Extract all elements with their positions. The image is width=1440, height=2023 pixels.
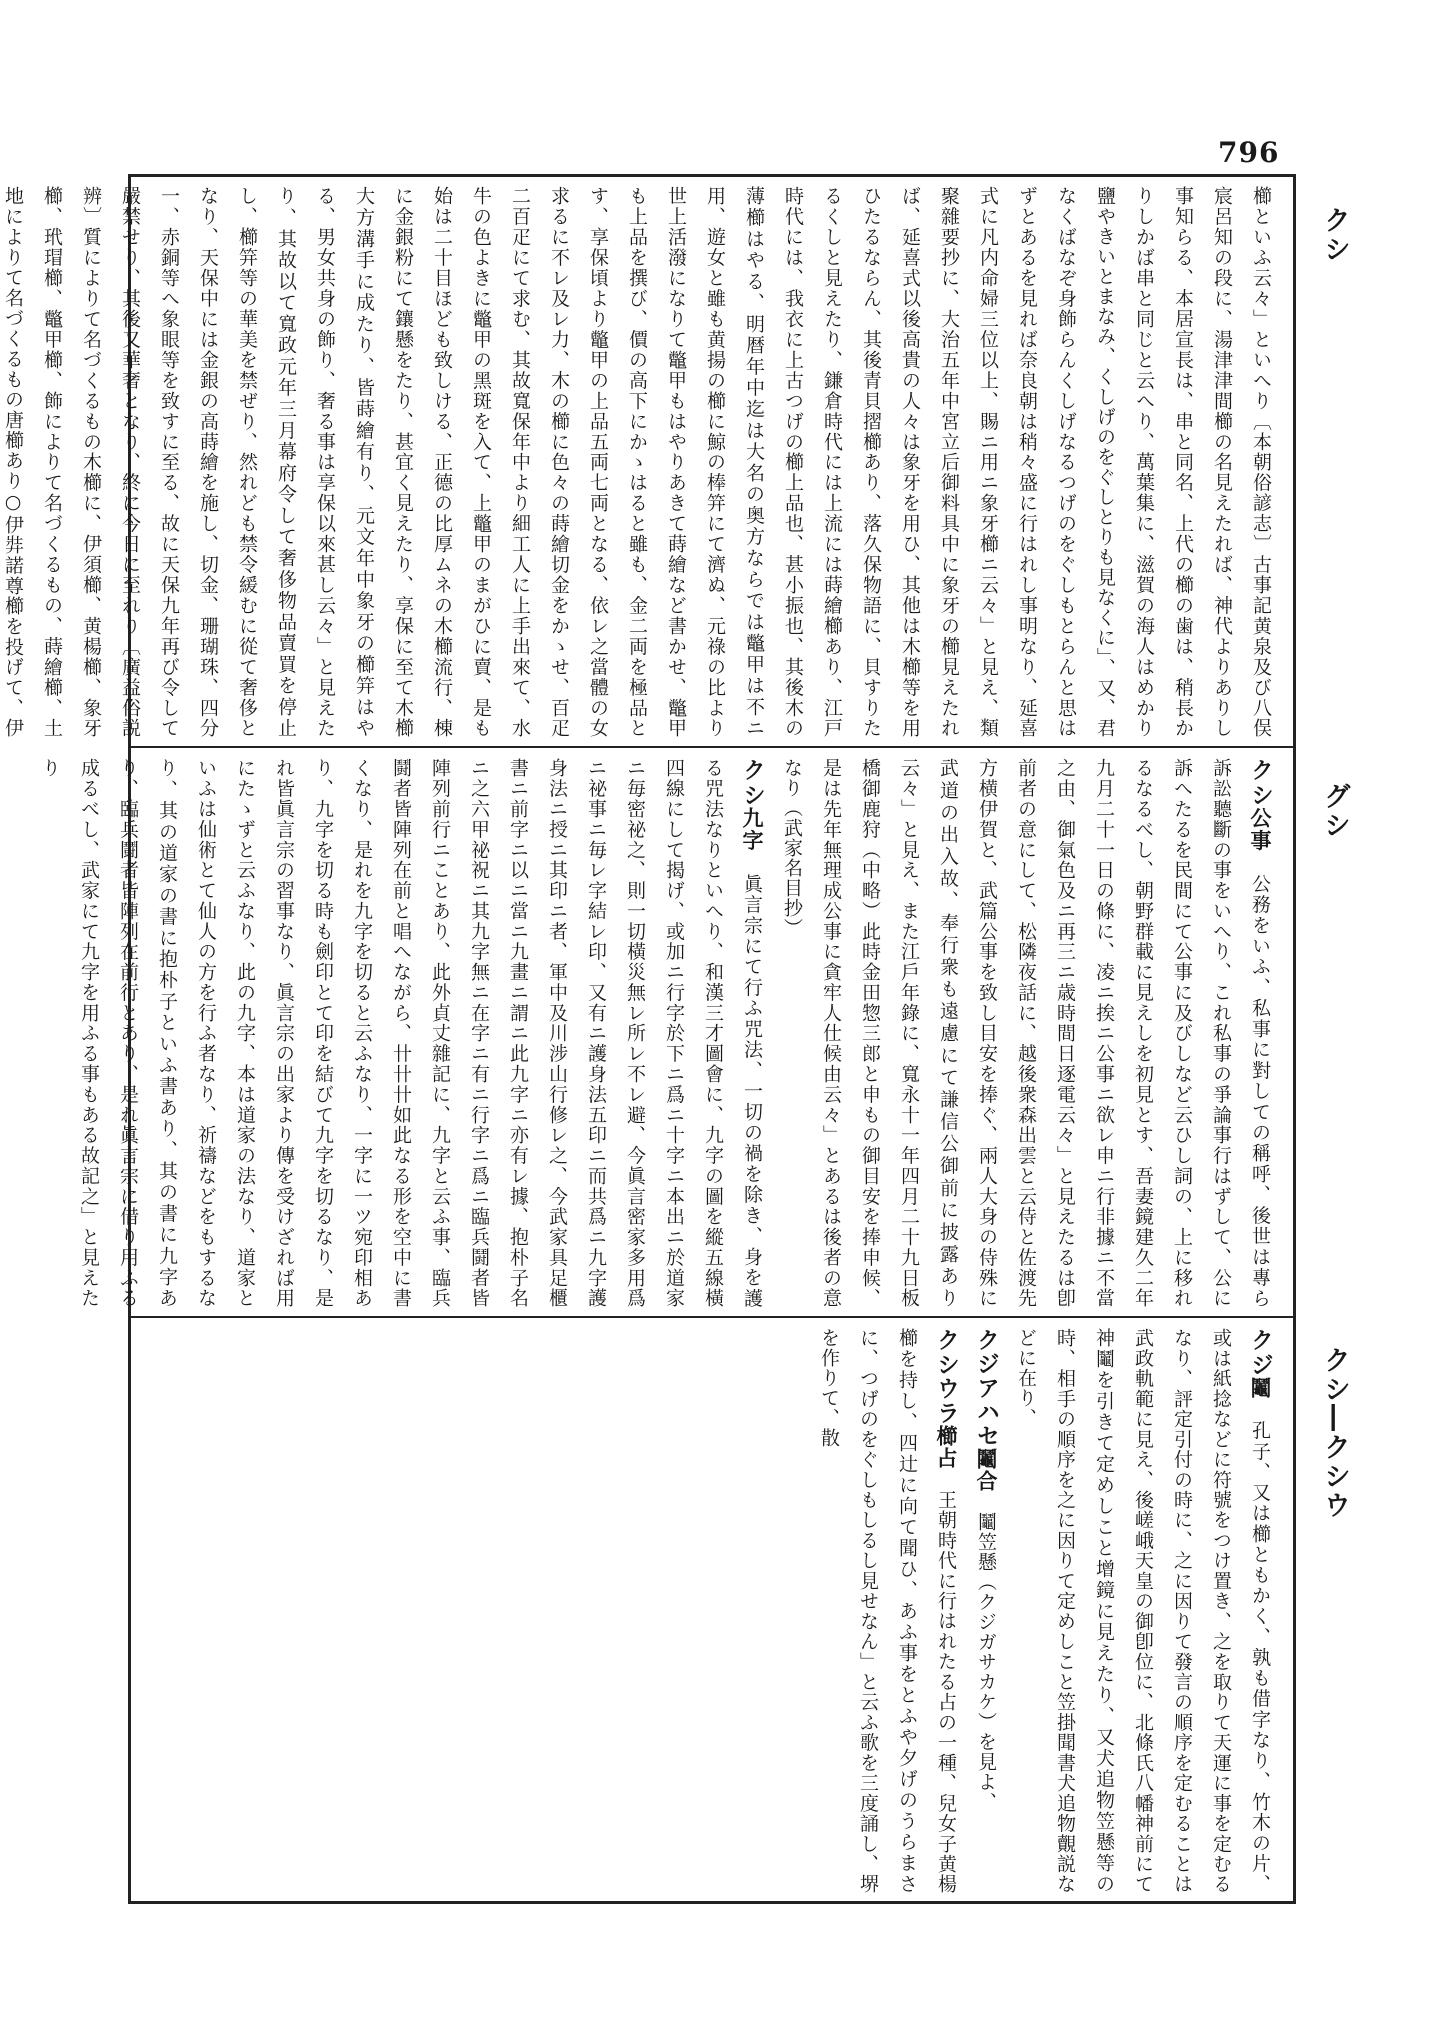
section-comb-history (2, 186, 1280, 739)
entry-kujiawase (966, 1328, 1006, 1894)
section-kuji-lots (140, 1328, 1280, 1894)
entry-kushiura (809, 1328, 966, 1894)
entry-body-comb: 櫛といふ云々」といへり〔本朝俗諺志〕古事記黄泉及び八俣宸呂知の段に、湯津津間櫛の名見えたれば、神代よりありし事知らる、本居宣長は、串と同名、上代の櫛の歯は、稍長かりしかば串と同じと云へり、萬葉集に、滋賀の海人はめかり鹽やきいとまなみ、くしげのをぐしとりも見なくに」、又、君なくばなぞ身飾らんくしげなるつげのをぐしもとらんと思はずとあるを見れば奈良朝は稍々盛に行はれし事明なり、延喜式に凡内命婦三位以上、賜ニ用ニ象牙櫛ニ云々」と見え、類聚雜要抄に、大治五年中宮立后御料具中に象牙の櫛見えたれば、延喜式以後高貴の人々は象牙を用ひ、其他は木櫛等を用ひたるならん、其後青貝摺櫛あり、落久保物語に、貝すりたるくしと見えたり、鎌倉時代には上流には蒔繪櫛あり、江戸時代には、我衣に上古つげの櫛上品也、甚小振也、其後木の薄櫛はやる、明暦年中迄は大名の奥方ならでは鼈甲は不ニ用、遊女と雖も黄揚の櫛に鯨の棒笄にて濟ぬ、元祿の比より世上活潑になりて鼈甲もはやりあきて蒔繪など書かせ、鼈甲も上品を撰び、價の高下にかゝはると雖も、金二両を極品とす、享保頃より鼈甲の上品五両七両となる、依レ之當體の女求るに不レ及レ力、木の櫛に色々の蒔繪切金をかゝせ、百疋二百疋にて求む、其故寬保年中より細工人に上手出來て、水牛の色よきに鼈甲の黑斑を入て、上鼈甲のまがひに賣、是も始は二十目ほども致しける、正德の比厚ムネの木櫛流行、棟に金銀粉にて鑲懸をたり、甚宜く見えたり、享保に至て木櫛大方溝手に成たり、皆蒔繪有り、元文年中象牙の櫛笄はやる、男女共身の飾り、奢る事は享保以來甚し云々」と見えたり、其故以て寬政元年三月幕府令して奢侈物品賣買を停止し、櫛笄等の華美を禁ぜり、然れども禁令緩むに從て奢侈となり、天保中には金銀の高蒔繪を施し、切金、珊瑚珠、四分一、赤銅等へ象眼等を致すに至る、故に天保九年再び令して嚴禁せり、其後又華奢となり、終に今日に至れり〔廣益俗説辨〕質によりて名づくるもの木櫛に、伊須櫛、黄楊櫛、象牙櫛、玳瑁櫛、鼈甲櫛、飾によりて名づくるもの、蒔繪櫛、土地によりて名づくるもの唐櫛あり○伊弉諾尊櫛を投げて、伊 (2, 186, 1272, 739)
entry-title: 公事 (1248, 807, 1273, 853)
section-kuji-entries (39, 758, 1280, 1309)
section-divider (128, 746, 1296, 748)
entry-head: クシウラ (933, 1328, 959, 1425)
entry-body: 鬮笠懸（クジガサカケ）を見よ、 (975, 1512, 997, 1812)
section-divider (128, 1316, 1296, 1318)
entry-body: 王朝時代に行はれたる占の一種、兒女子黄楊櫛を持し、四辻に向て聞ひ、あふ事をとふや夕げのうらまさに、つげのをぐしもしるし見せなん」と云ふ歌を三度誦し、堺を作りて、散 (818, 1328, 957, 1895)
entry-head: クジアハセ (973, 1328, 999, 1448)
entry-title: 九字 (740, 807, 765, 853)
margin-label-kushi-kushiu: クシ―クシウ (1319, 1346, 1350, 1520)
entry-head: クジ (1247, 1328, 1273, 1378)
margin-label-kushi: クシ (1319, 206, 1350, 264)
entry-kuji-nine-characters (30, 758, 772, 1308)
entry-kuji-lot (1006, 1328, 1280, 1894)
page-number: 796 (1218, 136, 1280, 169)
entry-title: 鬮合 (974, 1448, 999, 1492)
entry-kuji-kuji (772, 758, 1280, 1308)
entry-title: 鬮 (1248, 1377, 1273, 1400)
entry-head: クシ (739, 758, 765, 808)
entry-body: 孔子、又は櫛ともかく、孰も借字なり、竹木の片、或は紙捻などに符號をつけ置き、之を取りて天運に事を定むるなり、評定引付の時に、之に因りて發言の順序を定むることは武政軌範に見え、後嵯峨天皇の御卽位に、北條氏八幡神前にて神鬮を引きて定めしこと增鏡に見えたり、又犬追物笠懸等の時、相手の順序を之に因りて定めしこと笠掛聞書犬追物覿説などに在り、 (1015, 1328, 1271, 1895)
margin-label-gushi: グシ (1319, 782, 1350, 840)
entry-body: 公務をいふ、私事に對しての稱呼、後世は專ら訴訟聽斷の事をいへり、これ私事の爭論事行はずして、公に訴へたるを民間にて公事に及びしなど云ひし詞の、上に移れるなるべし、朝野群載に見えしを初見とす、吾妻鏡建久二年九月二十一日の條に、凌ニ挨ニ公事ニ欲レ申ニ行非據ニ不當之由、御氣色及ニ再三ニ歳時間日逐電云々」と見えたるは卽前者の意にして、松隣夜話に、越後衆森出雲と云侍と佐渡先方横伊賀と、武篇公事を致し目安を捧ぐ、兩人大身の侍殊に武道の出入故、奉行衆も遠慮にて謙信公御前に披露あり云々」と見え、また江戶年錄に、寬永十一年四月二十九日板橋御鹿狩（中略）此時金田惣三郎と申もの御目安を捧申候、是は先年無理成公事に貪牢人仕候由云々」とあるは後者の意なり（武家名目抄） (781, 758, 1271, 1309)
entry-body: 眞言宗にて行ふ咒法、一切の禍を除き、身を護る咒法なりといへり、和漢三才圖會に、九字の圖を縱五線橫四線にして揭げ、或加ニ行字於下ニ爲ニ十字ニ本出ニ於道家ニ毎密祕之、則一切橫災無レ所レ不レ避、今眞言密家多用爲ニ祕事ニ毎レ字結レ印、又有ニ護身法五印ニ而共爲ニ九字護身法ニ授ニ其印ニ者、軍中及川涉山行修レ之、今武家具足櫃書ニ前字ニ以ニ當ニ九畫ニ謂ニ此九字ニ亦有レ據、抱朴子名ニ之六甲祕祝ニ其九字無ニ在字ニ有ニ行字ニ爲ニ臨兵鬪者皆陣列前行ニことあり、此外貞丈雜記に、九字と云ふ事、臨兵鬪者皆陣列在前と唱へながら、卄卄卄如此なる形を空中に書くなり、是れを九字を切ると云ふなり、一字に一ツ宛印相あり、九字を切る時も劍印とて印を結びて九字を切るなり、是れ皆眞言宗の習事なり、眞言宗の出家より傳を受けざれば用にたゝずと云ふなり、此の九字、本は道家の法なり、道家といふは仙術とて仙人の方を行ふ者なり、祈禱などをもするなり、其の道家の書に抱朴子といふ書あり、其の書に九字あり、臨兵鬪者皆陣列在前行とあり、是れ眞言宗に借り用ふる成るべし、武家にて九字を用ふる事もある故記之」と見えたり (39, 758, 763, 1309)
entry-title: 櫛占 (934, 1424, 959, 1470)
entry-head: クシ (1247, 758, 1273, 808)
